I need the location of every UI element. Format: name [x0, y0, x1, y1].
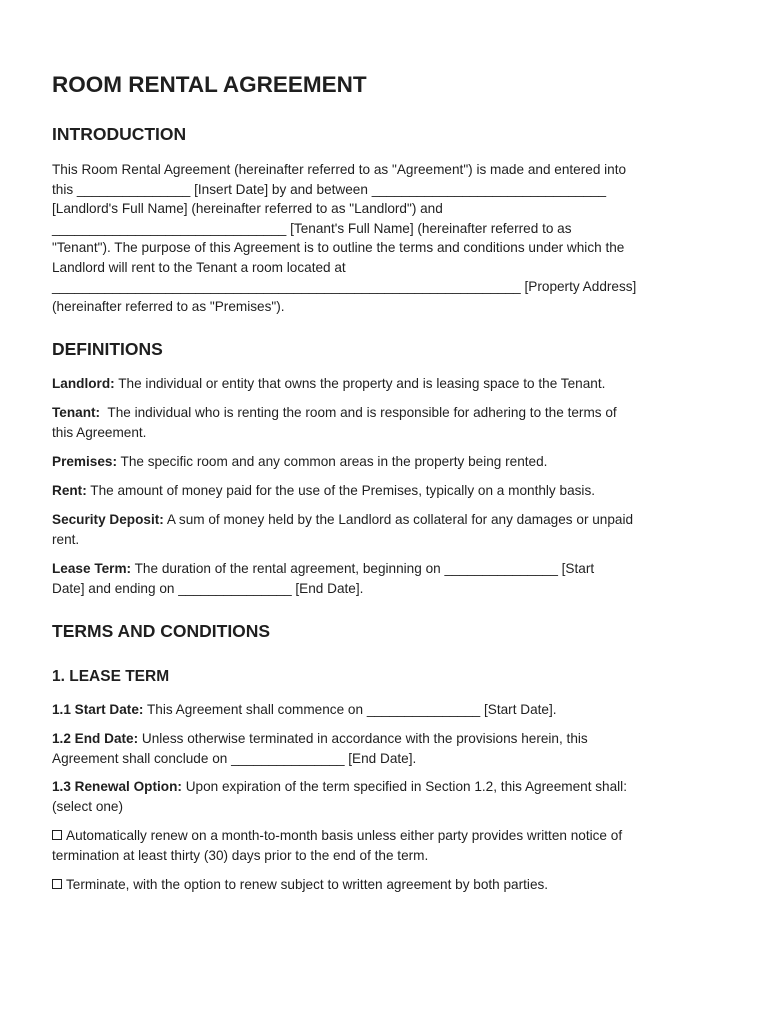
intro-line: this _______________ [Insert Date] by and between _______________________________ [52, 181, 607, 197]
option-text: termination at least thirty (30) days prior to the end of the term. [52, 847, 429, 863]
definition-rent [52, 481, 722, 501]
clause-text: Agreement shall conclude on _______________ [End Date]. [52, 750, 417, 766]
checkbox-icon[interactable] [52, 879, 62, 889]
definition-text: The specific room and any common areas in the property being rented. [117, 454, 548, 469]
intro-line: (hereinafter referred to as "Premises"). [52, 298, 285, 314]
intro-line: Landlord will rent to the Tenant a room located at [52, 259, 346, 275]
definition-text: A sum of money held by the Landlord as collateral for any damages or unpaid [163, 512, 634, 527]
renewal-option-terminate [52, 875, 722, 895]
definition-security-deposit [52, 510, 722, 549]
definition-term: Tenant: [52, 405, 101, 420]
clause-start-date [52, 700, 722, 720]
clause-end-date [52, 729, 722, 768]
clause-text: This Agreement shall commence on _______________ [Start Date]. [143, 702, 557, 717]
lease-term-heading: 1. LEASE TERM [52, 668, 170, 685]
definition-text: The duration of the rental agreement, beginning on _______________ [Start [131, 561, 595, 576]
definition-term: Lease Term: [52, 561, 132, 576]
intro-line: This Room Rental Agreement (hereinafter referred to as "Agreement") is made and entered into [52, 162, 627, 177]
clause-term: 1.2 End Date: [52, 731, 139, 746]
definition-text: The amount of money paid for the use of the Premises, typically on a monthly basis. [86, 483, 596, 498]
definition-text: Date] and ending on _______________ [End Date]. [52, 580, 364, 596]
renewal-option-auto-renew [52, 826, 722, 865]
document-title: ROOM RENTAL AGREEMENT [52, 72, 367, 97]
definition-term: Rent: [52, 483, 87, 498]
option-text: Terminate, with the option to renew subject to written agreement by both parties. [66, 877, 549, 892]
definition-term: Premises: [52, 454, 117, 469]
definition-premises [52, 452, 722, 472]
clause-text: Upon expiration of the term specified in Section 1.2, this Agreement shall: [181, 779, 627, 794]
definition-text: this Agreement. [52, 424, 147, 440]
intro-line: "Tenant"). The purpose of this Agreement is to outline the terms and conditions under which the [52, 240, 625, 255]
option-text: Automatically renew on a month-to-month basis unless either party provides written notice of [66, 828, 623, 843]
intro-line: [Landlord's Full Name] (hereinafter referred to as "Landlord") and [52, 201, 443, 216]
definition-tenant [52, 403, 722, 442]
clause-text: (select one) [52, 798, 124, 814]
clause-term: 1.1 Start Date: [52, 702, 144, 717]
clause-text: Unless otherwise terminated in accordance with the provisions herein, this [138, 731, 588, 746]
clause-renewal-option [52, 777, 722, 816]
definitions-heading: DEFINITIONS [52, 339, 163, 359]
intro-line: ______________________________________________________________ [Property Address] [52, 279, 637, 294]
definition-term: Security Deposit: [52, 512, 164, 527]
terms-heading: TERMS AND CONDITIONS [52, 621, 271, 641]
introduction-heading: INTRODUCTION [52, 124, 187, 144]
checkbox-icon[interactable] [52, 830, 62, 840]
intro-line: _______________________________ [Tenant's Full Name] (hereinafter referred to as [52, 220, 572, 236]
definition-text: The individual or entity that owns the property and is leasing space to the Tenant. [114, 376, 606, 391]
definition-landlord [52, 374, 722, 394]
definition-term: Landlord: [52, 376, 115, 391]
definition-text: The individual who is renting the room and is responsible for adhering to the terms of [100, 405, 617, 420]
clause-term: 1.3 Renewal Option: [52, 779, 182, 794]
introduction-paragraph [52, 160, 722, 316]
definition-lease-term [52, 559, 722, 598]
definition-text: rent. [52, 531, 80, 547]
